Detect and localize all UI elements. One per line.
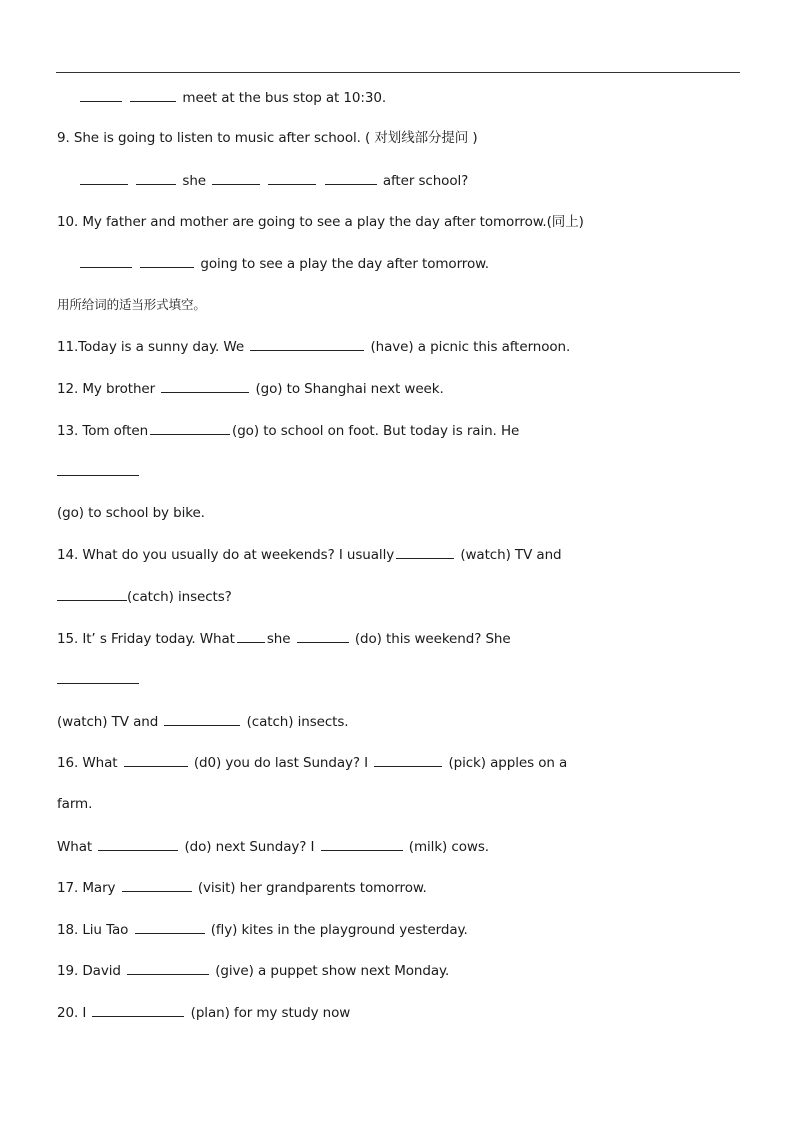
q14-tail: (watch) TV and [460,547,562,563]
answer-blank[interactable] [325,171,377,185]
q15-text: 15. It’ s Friday today. What [57,631,235,647]
q14-text: 14. What do you usually do at weekends? I usually [57,547,395,563]
q17-text: 17. Mary [57,880,116,896]
answer-blank[interactable] [57,587,127,601]
q16-text: 16. What [57,755,118,771]
answer-blank[interactable] [161,379,249,393]
q10-answer-line [78,254,489,273]
q20-line [57,1003,350,1022]
answer-blank[interactable] [212,171,260,185]
q19-tail: (give) a puppet show next Monday. [215,963,450,979]
answer-blank[interactable] [57,462,139,476]
q10-line [57,213,584,231]
q13-cont: (go) to school by bike. [57,505,205,521]
q16-tail: (pick) apples on a [448,755,568,771]
q15-cont [57,712,348,731]
q12-tail: (go) to Shanghai next week. [255,381,444,397]
q14-line [57,545,562,564]
q20-tail: (plan) for my study now [190,1005,351,1021]
q16-cont: farm. [57,796,93,812]
q11-line [57,337,570,356]
answer-blank[interactable] [80,254,132,268]
answer-blank[interactable] [321,837,403,851]
q13-line [57,421,519,440]
q16-line [57,753,567,772]
answer-blank[interactable] [124,753,188,767]
q14-cont-text: (catch) insects? [127,589,232,605]
section-title: 用所给词的适当形式填空。 [57,297,206,312]
header-rule [56,72,740,73]
q17-line [57,878,427,897]
q15-tail: (do) this weekend? She [354,631,511,647]
answer-blank[interactable] [135,920,205,934]
answer-blank[interactable] [127,961,209,975]
q8-answer-line [78,88,386,107]
q18-text: 18. Liu Tao [57,922,129,938]
answer-blank[interactable] [268,171,316,185]
q13-blank-line [57,462,139,481]
answer-blank[interactable] [237,629,265,643]
answer-blank[interactable] [250,337,364,351]
q14-cont [57,587,232,606]
q11-text: 11.Today is a sunny day. We [57,339,245,355]
q19-text: 19. David [57,963,121,979]
q15-word: she [266,631,291,647]
q10-tail: going to see a play the day after tomorrow. [200,256,489,272]
answer-blank[interactable] [374,753,442,767]
q15-blank-line [57,670,139,689]
q15-cont-text: (watch) TV and [57,714,159,730]
answer-blank[interactable] [164,712,240,726]
q9-answer-line [78,171,468,190]
q9-tail: after school? [382,173,469,189]
q9-word: she [182,173,207,189]
q19-line [57,961,449,980]
q15-line [57,629,511,648]
answer-blank[interactable] [297,629,349,643]
q20-text: 20. I [57,1005,87,1021]
q9-text: 9. She is going to listen to music after school. ( 对划线部分提问 ) [57,130,478,146]
q16-second-mid: (do) next Sunday? I [184,839,315,855]
q16-second-tail: (milk) cows. [408,839,489,855]
q16-mid: (d0) you do last Sunday? I [193,755,369,771]
q16-second-line [57,837,489,856]
q15-cont-tail: (catch) insects. [246,714,349,730]
q10-text: 10. My father and mother are going to see a play the day after tomorrow.(同上) [57,214,584,230]
answer-blank[interactable] [98,837,178,851]
q16-second-text: What [57,839,93,855]
q18-line [57,920,468,939]
q13-text: 13. Tom often [57,423,149,439]
answer-blank[interactable] [136,171,176,185]
answer-blank[interactable] [80,88,122,102]
answer-blank[interactable] [140,254,194,268]
q13-tail: (go) to school on foot. But today is rain. He [232,423,520,439]
answer-blank[interactable] [130,88,176,102]
answer-blank[interactable] [80,171,128,185]
q12-text: 12. My brother [57,381,156,397]
q11-tail: (have) a picnic this afternoon. [370,339,571,355]
answer-blank[interactable] [122,878,192,892]
answer-blank[interactable] [396,545,454,559]
q17-tail: (visit) her grandparents tomorrow. [197,880,427,896]
q12-line [57,379,444,398]
answer-blank[interactable] [92,1003,184,1017]
answer-blank[interactable] [57,670,139,684]
q18-tail: (fly) kites in the playground yesterday. [210,922,468,938]
q9-line [57,129,478,147]
answer-blank[interactable] [150,421,230,435]
q8-text: meet at the bus stop at 10:30. [182,90,387,106]
